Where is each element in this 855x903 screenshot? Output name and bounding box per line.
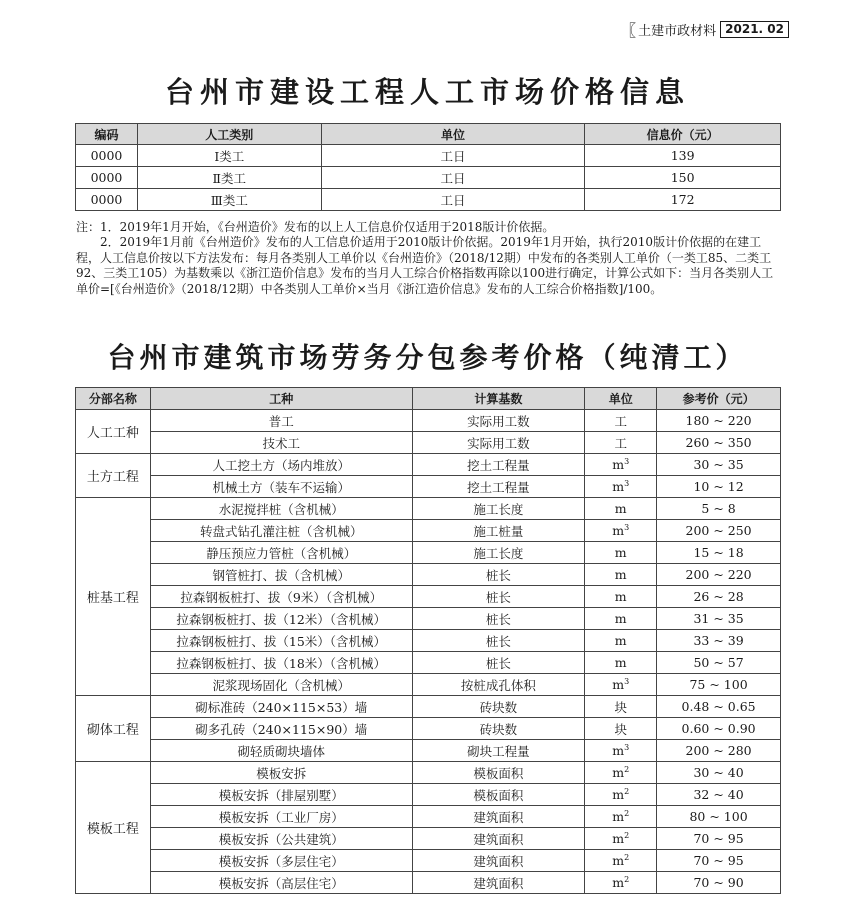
table-row [76, 520, 781, 542]
price-cell: 150 [585, 167, 781, 189]
work-type-cell: 拉森钢板桩打、拔（9米）（含机械） [150, 586, 412, 608]
table-row [76, 410, 781, 432]
table-row [76, 718, 781, 740]
work-type-cell: 砌多孔砖（240×115×90）墙 [150, 718, 412, 740]
work-type-cell: 砌标准砖（240×115×53）墙 [150, 696, 412, 718]
column-header: 参考价（元） [657, 388, 781, 410]
unit-exponent: 3 [624, 522, 630, 532]
reference-price-cell: 260 ~ 350 [657, 432, 781, 454]
column-header: 人工类别 [137, 124, 321, 145]
unit-cell: $m^3$ [585, 454, 657, 476]
table-row [76, 850, 781, 872]
unit-cell: $m^3$ [585, 476, 657, 498]
unit-exponent: 3 [624, 742, 630, 752]
reference-price-cell: 32 ~ 40 [657, 784, 781, 806]
table-row [76, 784, 781, 806]
calc-base-cell: 砖块数 [412, 696, 585, 718]
reference-price-cell: 180 ~ 220 [657, 410, 781, 432]
calc-base-cell: 施工长度 [412, 542, 585, 564]
section-name-cell: 人工工种 [76, 410, 151, 454]
work-type-cell: 模板安拆（公共建筑） [150, 828, 412, 850]
section-name-cell: 桩基工程 [76, 498, 151, 696]
calc-base-cell: 桩长 [412, 586, 585, 608]
unit-cell: m [585, 498, 657, 520]
unit-cell: 工日 [321, 167, 585, 189]
work-type-cell: 人工挖土方（场内堆放） [150, 454, 412, 476]
price-cell: 139 [585, 145, 781, 167]
journal-header [620, 20, 789, 38]
issue-badge: 2021. 02 [720, 21, 789, 38]
reference-price-cell: 70 ~ 95 [657, 850, 781, 872]
notes [76, 220, 782, 297]
work-type-cell: 拉森钢板桩打、拔（15米）（含机械） [150, 630, 412, 652]
price-cell: 172 [585, 189, 781, 211]
reference-price-cell: 70 ~ 90 [657, 872, 781, 894]
unit-cell: $m^2$ [585, 806, 657, 828]
unit-exponent: 2 [624, 808, 630, 818]
unit-exponent: 2 [624, 852, 630, 862]
unit-cell: $m^2$ [585, 828, 657, 850]
code-cell: 0000 [76, 167, 138, 189]
unit-cell: 块 [585, 696, 657, 718]
labor-price-title: 台州市建设工程人工市场价格信息 [164, 75, 690, 109]
work-type-cell: 钢管桩打、拔（含机械） [150, 564, 412, 586]
reference-price-cell: 30 ~ 40 [657, 762, 781, 784]
unit-exponent: 2 [624, 830, 630, 840]
calc-base-cell: 按桩成孔体积 [412, 674, 585, 696]
column-header: 计算基数 [412, 388, 585, 410]
work-type-cell: 拉森钢板桩打、拔（12米）（含机械） [150, 608, 412, 630]
reference-price-cell: 30 ~ 35 [657, 454, 781, 476]
section-name-cell: 土方工程 [76, 454, 151, 498]
calc-base-cell: 挖土工程量 [412, 476, 585, 498]
work-type-cell: 模板安拆（工业厂房） [150, 806, 412, 828]
table-row [76, 806, 781, 828]
reference-price-cell: 200 ~ 280 [657, 740, 781, 762]
work-type-cell: 普工 [150, 410, 412, 432]
table-row [76, 608, 781, 630]
work-type-cell: 泥浆现场固化（含机械） [150, 674, 412, 696]
unit-exponent: 3 [624, 456, 630, 466]
column-header: 工种 [150, 388, 412, 410]
column-header: 分部名称 [76, 388, 151, 410]
table-row [76, 167, 781, 189]
reference-price-cell: 0.48 ~ 0.65 [657, 696, 781, 718]
unit-cell: $m^2$ [585, 850, 657, 872]
table-row [76, 564, 781, 586]
calc-base-cell: 模板面积 [412, 762, 585, 784]
calc-base-cell: 实际用工数 [412, 432, 585, 454]
table-row [76, 674, 781, 696]
work-type-cell: 技术工 [150, 432, 412, 454]
unit-cell: m [585, 564, 657, 586]
reference-price-cell: 200 ~ 250 [657, 520, 781, 542]
reference-price-cell: 10 ~ 12 [657, 476, 781, 498]
column-header: 编码 [76, 124, 138, 145]
subcontract-title: 台州市建筑市场劳务分包参考价格（纯清工） [107, 341, 748, 374]
code-cell: 0000 [76, 145, 138, 167]
category-cell: Ⅲ类工 [137, 189, 321, 211]
table-row [76, 740, 781, 762]
category-cell: Ⅰ类工 [137, 145, 321, 167]
table-row [76, 652, 781, 674]
unit-exponent: 3 [624, 478, 630, 488]
reference-price-cell: 15 ~ 18 [657, 542, 781, 564]
table-row [76, 189, 781, 211]
calc-base-cell: 模板面积 [412, 784, 585, 806]
table-header-row [76, 124, 781, 145]
calc-base-cell: 挖土工程量 [412, 454, 585, 476]
reference-price-cell: 50 ~ 57 [657, 652, 781, 674]
work-type-cell: 水泥搅拌桩（含机械） [150, 498, 412, 520]
reference-price-cell: 31 ~ 35 [657, 608, 781, 630]
table-row [76, 630, 781, 652]
work-type-cell: 模板安拆 [150, 762, 412, 784]
work-type-cell: 转盘式钻孔灌注桩（含机械） [150, 520, 412, 542]
column-header: 信息价（元） [585, 124, 781, 145]
table-header-row [76, 388, 781, 410]
calc-base-cell: 桩长 [412, 630, 585, 652]
table-row [76, 762, 781, 784]
calc-base-cell: 建筑面积 [412, 850, 585, 872]
unit-cell: 工日 [321, 145, 585, 167]
table-row [76, 586, 781, 608]
table-row [76, 498, 781, 520]
calc-base-cell: 砖块数 [412, 718, 585, 740]
calc-base-cell: 实际用工数 [412, 410, 585, 432]
unit-cell: $m^2$ [585, 784, 657, 806]
calc-base-cell: 桩长 [412, 564, 585, 586]
reference-price-cell: 70 ~ 95 [657, 828, 781, 850]
unit-cell: 块 [585, 718, 657, 740]
section-name-cell: 砌体工程 [76, 696, 151, 762]
work-type-cell: 模板安拆（高层住宅） [150, 872, 412, 894]
table-row [76, 828, 781, 850]
work-type-cell: 拉森钢板桩打、拔（18米）（含机械） [150, 652, 412, 674]
table-row [76, 476, 781, 498]
code-cell: 0000 [76, 189, 138, 211]
unit-cell: $m^2$ [585, 762, 657, 784]
note-2: 2．2019年1月前《台州造价》发布的人工信息价适用于2010版计价依据。2019年1月开始，执行2010版计价依据的在建工程，人工信息价按以下方法发布：每月各类别人工单价以《台州造价》（2018/12期）中发布的各类别人工单价（一类工85、二类工92、三类工105）为基数乘以《浙江造价信息》发布的当月人工综合价格指数再除以100进行确定，计算公式如下：当月各类别人工单价=[《台州造价》（2018/12期）中各类别人工单价×当月《浙江造价信息》发布的人工综合价格指数]/100。 [76, 235, 774, 296]
work-type-cell: 机械土方（装车不运输） [150, 476, 412, 498]
category-cell: Ⅱ类工 [137, 167, 321, 189]
reference-price-cell: 26 ~ 28 [657, 586, 781, 608]
unit-cell: m [585, 608, 657, 630]
unit-cell: $m^3$ [585, 520, 657, 542]
table-row [76, 542, 781, 564]
calc-base-cell: 砌块工程量 [412, 740, 585, 762]
unit-cell: 工日 [321, 189, 585, 211]
table-row [76, 432, 781, 454]
reference-price-cell: 75 ~ 100 [657, 674, 781, 696]
unit-exponent: 2 [624, 786, 630, 796]
calc-base-cell: 桩长 [412, 652, 585, 674]
unit-cell: $m^2$ [585, 872, 657, 894]
unit-cell: 工 [585, 432, 657, 454]
work-type-cell: 模板安拆（多层住宅） [150, 850, 412, 872]
reference-price-cell: 200 ~ 220 [657, 564, 781, 586]
work-type-cell: 模板安拆（排屋别墅） [150, 784, 412, 806]
table-row [76, 696, 781, 718]
unit-exponent: 2 [624, 874, 630, 884]
table-row [76, 454, 781, 476]
unit-exponent: 2 [624, 764, 630, 774]
calc-base-cell: 施工桩量 [412, 520, 585, 542]
calc-base-cell: 建筑面积 [412, 872, 585, 894]
unit-exponent: 3 [624, 676, 630, 686]
calc-base-cell: 施工长度 [412, 498, 585, 520]
unit-cell: m [585, 542, 657, 564]
unit-cell: $m^3$ [585, 740, 657, 762]
reference-price-cell: 5 ~ 8 [657, 498, 781, 520]
section-name-cell: 模板工程 [76, 762, 151, 894]
work-type-cell: 静压预应力管桩（含机械） [150, 542, 412, 564]
table-row [76, 145, 781, 167]
bracket-glyph: 〖 [620, 20, 637, 40]
subcontract-price-table [75, 387, 781, 894]
note-1: 注：1．2019年1月开始，《台州造价》发布的以上人工信息价仅适用于2018版计价依据。 [76, 220, 555, 234]
column-header: 单位 [321, 124, 585, 145]
table-row [76, 872, 781, 894]
unit-cell: m [585, 586, 657, 608]
unit-cell: 工 [585, 410, 657, 432]
unit-cell: $m^3$ [585, 674, 657, 696]
journal-name: 土建市政材料 [638, 23, 717, 39]
calc-base-cell: 建筑面积 [412, 806, 585, 828]
reference-price-cell: 33 ~ 39 [657, 630, 781, 652]
labor-price-table [75, 123, 781, 211]
reference-price-cell: 0.60 ~ 0.90 [657, 718, 781, 740]
reference-price-cell: 80 ~ 100 [657, 806, 781, 828]
unit-cell: m [585, 630, 657, 652]
calc-base-cell: 建筑面积 [412, 828, 585, 850]
calc-base-cell: 桩长 [412, 608, 585, 630]
unit-cell: m [585, 652, 657, 674]
work-type-cell: 砌轻质砌块墙体 [150, 740, 412, 762]
column-header: 单位 [585, 388, 657, 410]
